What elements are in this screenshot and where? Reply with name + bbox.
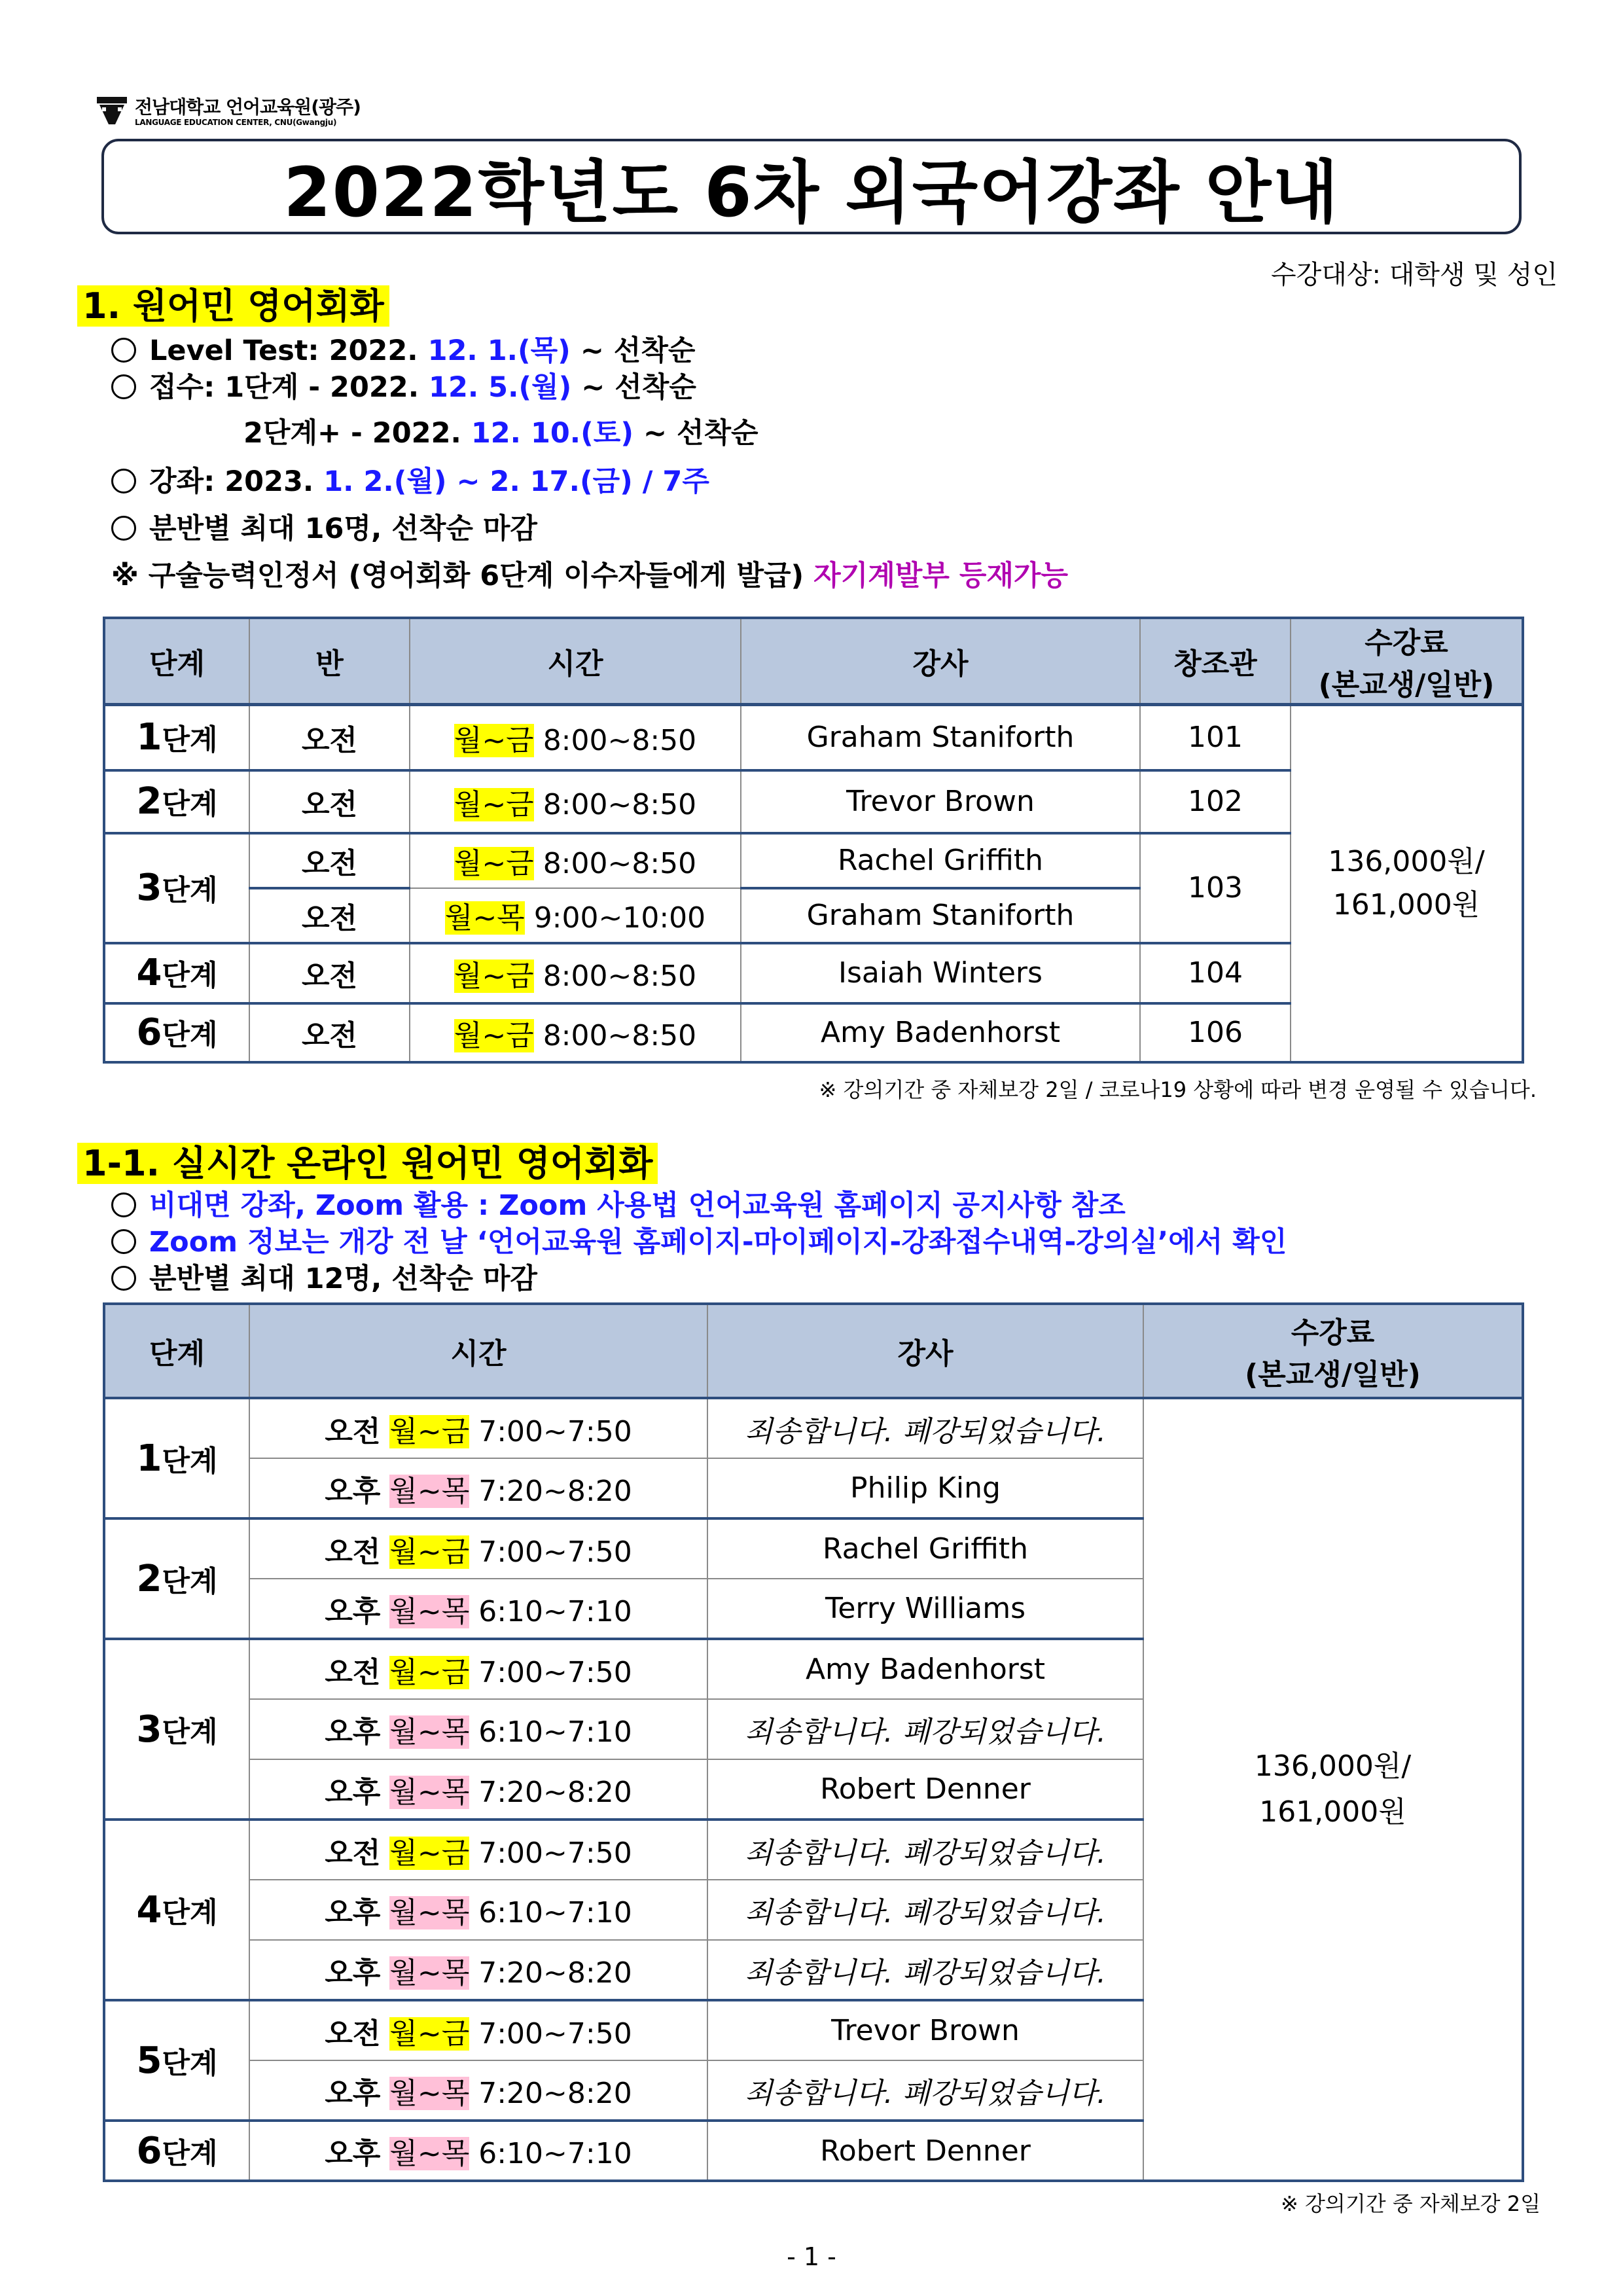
table-row bbox=[104, 1398, 1523, 1458]
header-level: 단계 bbox=[104, 1304, 249, 1398]
teacher-cell: 죄송합니다. 폐강되었습니다. bbox=[707, 1398, 1143, 1458]
teacher-cell: Robert Denner bbox=[707, 2121, 1143, 2181]
header-time: 시간 bbox=[249, 1304, 707, 1398]
circle-bullet-icon bbox=[111, 469, 136, 493]
level-cell: 6단계 bbox=[104, 2121, 249, 2181]
time-cell: 오전 월~금 7:00~7:50 bbox=[249, 1518, 707, 1579]
circle-bullet-icon bbox=[111, 1229, 136, 1254]
circle-bullet-icon bbox=[111, 1266, 136, 1291]
logo-subtitle: LANGUAGE EDUCATION CENTER, CNU(Gwangju) bbox=[135, 118, 337, 127]
teacher-cell: Robert Denner bbox=[707, 1759, 1143, 1820]
university-emblem-icon bbox=[96, 94, 128, 127]
logo-name: 전남대학교 언어교육원(광주) bbox=[135, 96, 361, 118]
offline-schedule-table bbox=[103, 617, 1524, 1064]
teacher-cell: 죄송합니다. 폐강되었습니다. bbox=[707, 1699, 1143, 1759]
title-box bbox=[101, 139, 1522, 234]
time-cell: 월~금 8:00~8:50 bbox=[410, 705, 741, 770]
online-info-line-1: 비대면 강좌, Zoom 활용 : Zoom 사용법 언어교육원 홈페이지 공지사항 참조 bbox=[111, 1187, 1126, 1224]
online-schedule-table bbox=[103, 1302, 1524, 2182]
level-cell: 2단계 bbox=[104, 770, 249, 833]
class-cell: 오전 bbox=[249, 888, 410, 943]
registration-line-2: 2단계+ - 2022. 12. 10.(토) ~ 선착순 bbox=[243, 417, 758, 450]
teacher-cell: Amy Badenhorst bbox=[707, 1639, 1143, 1699]
teacher-cell: Graham Staniforth bbox=[741, 888, 1140, 943]
teacher-cell: Rachel Griffith bbox=[707, 1518, 1143, 1579]
time-cell: 월~목 9:00~10:00 bbox=[410, 888, 741, 943]
teacher-cell: Isaiah Winters bbox=[741, 943, 1140, 1003]
header-teacher: 강사 bbox=[741, 618, 1140, 705]
time-cell: 오후 월~목 7:20~8:20 bbox=[249, 2060, 707, 2121]
level-cell: 1단계 bbox=[104, 705, 249, 770]
table-header-row bbox=[104, 1304, 1523, 1398]
fee-cell: 136,000원/ 161,000원 bbox=[1291, 705, 1523, 1062]
section1-heading: 1. 원어민 영어회화 bbox=[77, 284, 389, 329]
time-cell: 오전 월~금 7:00~7:50 bbox=[249, 1820, 707, 1880]
page-number: - 1 - bbox=[787, 2242, 836, 2271]
time-cell: 오후 월~목 7:20~8:20 bbox=[249, 1940, 707, 2000]
teacher-cell: 죄송합니다. 폐강되었습니다. bbox=[707, 1880, 1143, 1940]
header-time: 시간 bbox=[410, 618, 741, 705]
section1-note: ※ 강의기간 중 자체보강 2일 / 코로나19 상황에 따라 변경 운영될 수 있습니다. bbox=[819, 1077, 1537, 1102]
header-fee: 수강료 (본교생/일반) bbox=[1291, 618, 1523, 705]
teacher-cell: Trevor Brown bbox=[741, 770, 1140, 833]
teacher-cell: Amy Badenhorst bbox=[741, 1003, 1140, 1062]
level-cell: 3단계 bbox=[104, 833, 249, 943]
capacity-line: 분반별 최대 16명, 선착순 마감 bbox=[111, 511, 537, 547]
time-cell: 월~금 8:00~8:50 bbox=[410, 1003, 741, 1062]
level-cell: 6단계 bbox=[104, 1003, 249, 1062]
table-row bbox=[104, 705, 1523, 770]
time-cell: 오전 월~금 7:00~7:50 bbox=[249, 1639, 707, 1699]
section2-heading: 1-1. 실시간 온라인 원어민 영어회화 bbox=[77, 1141, 658, 1186]
level-cell: 1단계 bbox=[104, 1398, 249, 1518]
time-cell: 오후 월~목 6:10~7:10 bbox=[249, 1880, 707, 1940]
certificate-line: ※ 구술능력인정서 (영어회화 6단계 이수자들에게 발급) 자기계발부 등재가능 bbox=[111, 560, 1068, 592]
fee-cell: 136,000원/ 161,000원 bbox=[1143, 1398, 1523, 2181]
header-teacher: 강사 bbox=[707, 1304, 1143, 1398]
header-fee: 수강료 (본교생/일반) bbox=[1143, 1304, 1523, 1398]
time-cell: 월~금 8:00~8:50 bbox=[410, 770, 741, 833]
teacher-cell: Terry Williams bbox=[707, 1579, 1143, 1639]
time-cell: 오전 월~금 7:00~7:50 bbox=[249, 2000, 707, 2060]
teacher-cell: Philip King bbox=[707, 1458, 1143, 1518]
header-level: 단계 bbox=[104, 618, 249, 705]
level-cell: 4단계 bbox=[104, 943, 249, 1003]
level-cell: 3단계 bbox=[104, 1639, 249, 1820]
teacher-cell: Trevor Brown bbox=[707, 2000, 1143, 2060]
class-cell: 오전 bbox=[249, 943, 410, 1003]
class-cell: 오전 bbox=[249, 833, 410, 888]
room-cell: 106 bbox=[1140, 1003, 1291, 1062]
section2-note: ※ 강의기간 중 자체보강 2일 bbox=[1281, 2191, 1541, 2216]
teacher-cell: 죄송합니다. 폐강되었습니다. bbox=[707, 1820, 1143, 1880]
registration-line-1: 접수: 1단계 - 2022. 12. 5.(월) ~ 선착순 bbox=[111, 369, 696, 406]
class-cell: 오전 bbox=[249, 770, 410, 833]
time-cell: 오후 월~목 6:10~7:10 bbox=[249, 1579, 707, 1639]
level-cell: 5단계 bbox=[104, 2000, 249, 2121]
time-cell: 월~금 8:00~8:50 bbox=[410, 943, 741, 1003]
teacher-cell: Rachel Griffith bbox=[741, 833, 1140, 888]
room-cell: 102 bbox=[1140, 770, 1291, 833]
time-cell: 오전 월~금 7:00~7:50 bbox=[249, 1398, 707, 1458]
circle-bullet-icon bbox=[111, 1193, 136, 1217]
online-capacity-line: 분반별 최대 12명, 선착순 마감 bbox=[111, 1261, 537, 1297]
table-header-row bbox=[104, 618, 1523, 705]
time-cell: 월~금 8:00~8:50 bbox=[410, 833, 741, 888]
room-cell: 101 bbox=[1140, 705, 1291, 770]
target-audience: 수강대상: 대학생 및 성인 bbox=[1270, 260, 1558, 290]
institution-logo bbox=[96, 92, 370, 137]
page-title: 2022학년도 6차 외국어강좌 안내 bbox=[283, 152, 1340, 232]
level-test-line: Level Test: 2022. 12. 1.(목) ~ 선착순 bbox=[111, 332, 695, 369]
teacher-cell: 죄송합니다. 폐강되었습니다. bbox=[707, 1940, 1143, 2000]
header-room: 창조관 bbox=[1140, 618, 1291, 705]
teacher-cell: 죄송합니다. 폐강되었습니다. bbox=[707, 2060, 1143, 2121]
class-cell: 오전 bbox=[249, 1003, 410, 1062]
time-cell: 오후 월~목 7:20~8:20 bbox=[249, 1759, 707, 1820]
circle-bullet-icon bbox=[111, 516, 136, 541]
online-info-line-2: Zoom 정보는 개강 전 날 ‘언어교육원 홈페이지-마이페이지-강좌접수내역-강의실’에서 확인 bbox=[111, 1224, 1287, 1261]
time-cell: 오후 월~목 6:10~7:10 bbox=[249, 1699, 707, 1759]
level-cell: 4단계 bbox=[104, 1820, 249, 2000]
header-class: 반 bbox=[249, 618, 410, 705]
circle-bullet-icon bbox=[111, 374, 136, 399]
time-cell: 오후 월~목 7:20~8:20 bbox=[249, 1458, 707, 1518]
circle-bullet-icon bbox=[111, 338, 136, 363]
class-cell: 오전 bbox=[249, 705, 410, 770]
room-cell: 103 bbox=[1140, 833, 1291, 943]
teacher-cell: Graham Staniforth bbox=[741, 705, 1140, 770]
course-period-line: 강좌: 2023. 1. 2.(월) ~ 2. 17.(금) / 7주 bbox=[111, 463, 709, 500]
room-cell: 104 bbox=[1140, 943, 1291, 1003]
time-cell: 오후 월~목 6:10~7:10 bbox=[249, 2121, 707, 2181]
level-cell: 2단계 bbox=[104, 1518, 249, 1639]
